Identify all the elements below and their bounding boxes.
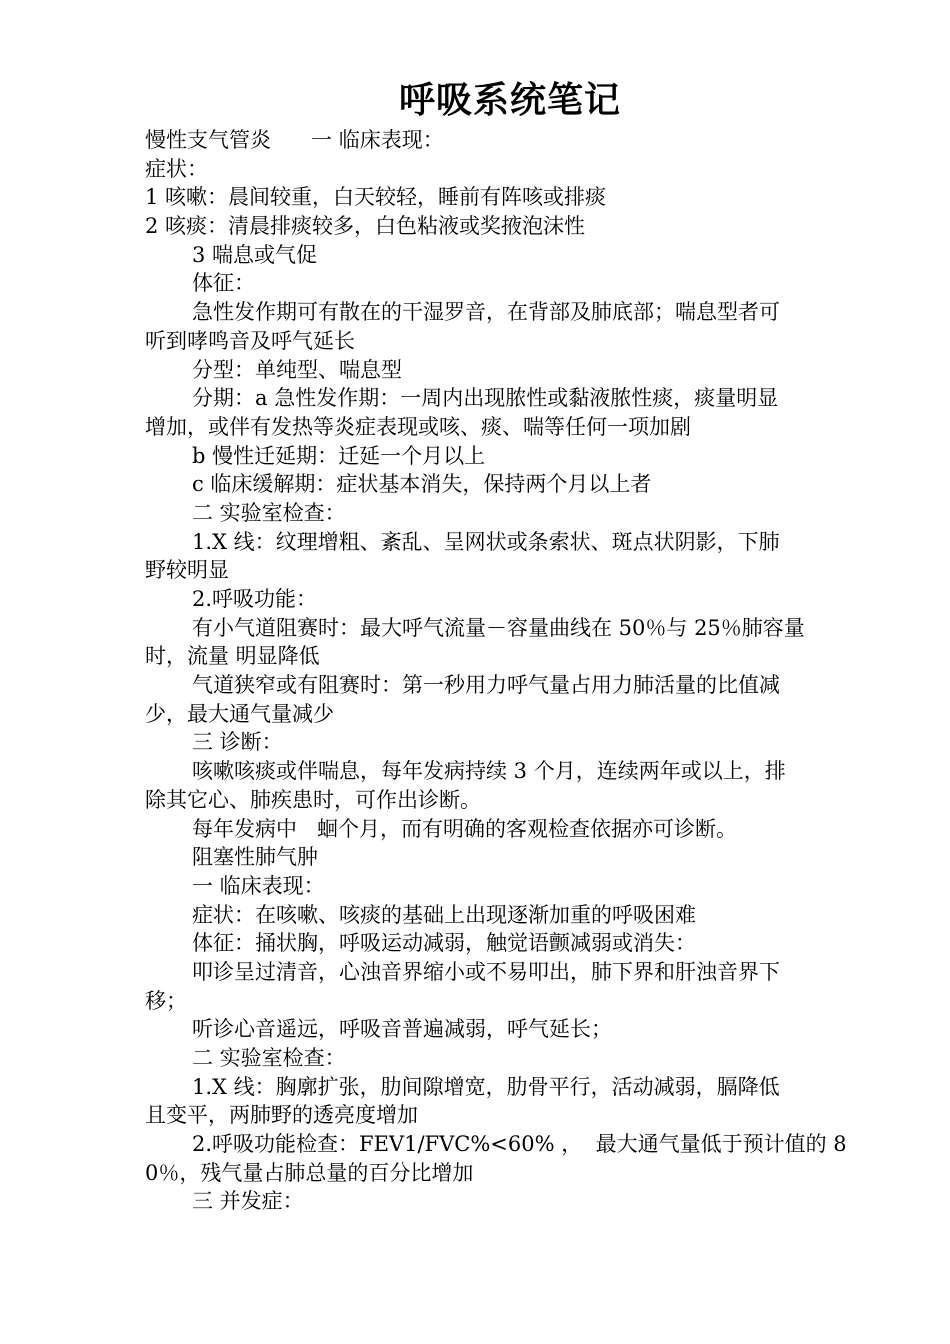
text-line: 阻塞性肺气肿 bbox=[192, 845, 318, 870]
text-line: 听诊心音遥远，呼吸音普遍减弱，呼气延长； bbox=[192, 1017, 612, 1042]
text-line: 野较明显 bbox=[145, 558, 229, 583]
text-line: 1.X 线：胸廓扩张，肋间隙增宽，肋骨平行，活动减弱，膈降低 bbox=[192, 1074, 780, 1099]
text-line: 症状：在咳嗽、咳痰的基础上出现逐渐加重的呼吸困难 bbox=[192, 902, 696, 927]
text-line: 症状： bbox=[145, 156, 208, 181]
text-line: 时，流量 明显降低 bbox=[145, 644, 320, 669]
text-line: 2 咳痰：清晨排痰较多，白色粘液或奖掖泡沫性 bbox=[145, 214, 586, 239]
text-line: 三 诊断： bbox=[192, 730, 283, 755]
text-line: 少，最大通气量减少 bbox=[145, 701, 334, 726]
text-line: 分期：a 急性发作期：一周内出现脓性或黏液脓性痰，痰量明显 bbox=[192, 386, 779, 411]
text-line: 急性发作期可有散在的干湿罗音，在背部及肺底部；喘息型者可 bbox=[192, 300, 780, 325]
text-line: 三 并发症： bbox=[192, 1189, 304, 1214]
text-line: 二 实验室检查： bbox=[192, 500, 346, 525]
text-line: 二 实验室检查： bbox=[192, 1046, 346, 1070]
text-line: 咳嗽咳痰或伴喘息，每年发病持续 3 个月，连续两年或以上，排 bbox=[192, 759, 786, 784]
document-body bbox=[145, 126, 875, 1216]
text-line: 1 咳嗽：晨间较重，白天较轻，睡前有阵咳或排痰 bbox=[145, 185, 607, 210]
document-title: 呼吸系统笔记 bbox=[398, 79, 621, 121]
text-line: 体征：捅状胸，呼吸运动减弱，触觉语颤减弱或消失： bbox=[192, 931, 696, 956]
text-line: 2.呼吸功能： bbox=[192, 587, 318, 611]
text-line: b 慢性迁延期：迁延一个月以上 bbox=[192, 443, 486, 468]
text-line: 听到哮鸣音及呼气延长 bbox=[145, 328, 355, 353]
text-line: 一 临床表现： bbox=[192, 873, 325, 898]
text-line: 每年发病中 蛔个月，而有明确的客观检查依据亦可诊断。 bbox=[192, 816, 738, 841]
text-line: 有小气道阻赛时：最大呼气流量－容量曲线在 50％与 25％肺容量 bbox=[192, 615, 805, 640]
text-line: 叩诊呈过清音，心浊音界缩小或不易叩出，肺下界和肝浊音界下 bbox=[192, 959, 780, 984]
text-line: 且变平，两肺野的透亮度增加 bbox=[145, 1103, 418, 1128]
text-line: 0％，残气量占肺总量的百分比增加 bbox=[145, 1160, 474, 1185]
text-line: 2.呼吸功能检查：FEV1/FVC%<60% ， 最大通气量低于预计值的 8 bbox=[192, 1132, 847, 1157]
text-line: 3 喘息或气促 bbox=[192, 242, 318, 267]
text-line: 增加，或伴有发热等炎症表现或咳、痰、喘等任何一项加剧 bbox=[145, 414, 691, 439]
text-line: 除其它心、肺疾患时，可作出诊断。 bbox=[145, 787, 481, 812]
text-line: 慢性支气管炎 一 临床表现： bbox=[145, 128, 444, 152]
text-line: 体征： bbox=[192, 271, 255, 296]
text-line: 1.X 线：纹理增粗、紊乱、呈网状或条索状、斑点状阴影，下肺 bbox=[192, 529, 780, 554]
text-line: c 临床缓解期：症状基本消失，保持两个月以上者 bbox=[192, 472, 652, 497]
text-line: 气道狭窄或有阻赛时：第一秒用力呼气量占用力肺活量的比值减 bbox=[192, 673, 780, 698]
text-line: 分型：单纯型、喘息型 bbox=[192, 357, 402, 382]
text-line: 移； bbox=[145, 988, 187, 1013]
